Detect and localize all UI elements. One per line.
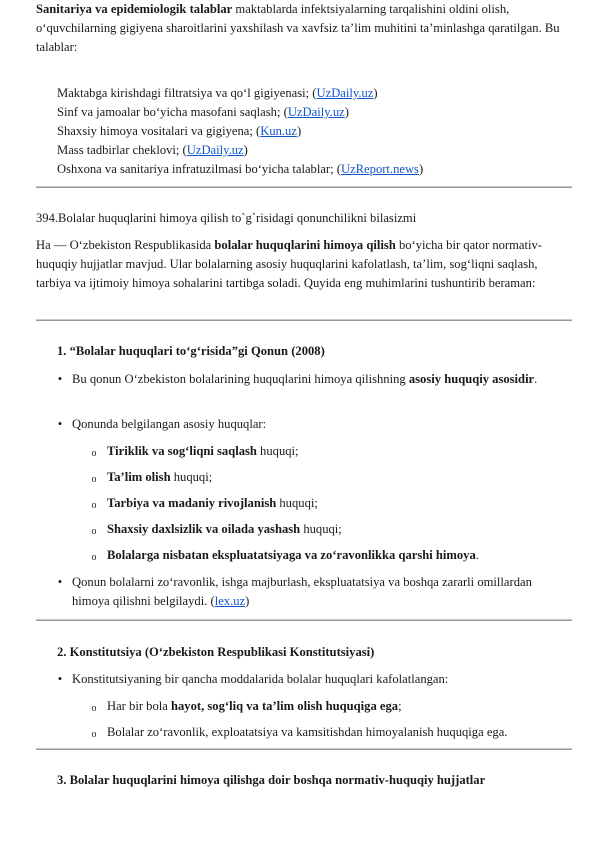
bullet-icon — [55, 415, 65, 434]
requirement-item: Maktabga kirishdagi filtratsiya va qo‘l gigiyenasi; (UzDaily.uz) — [57, 86, 378, 100]
right-item: Tiriklik va sog‘liqni saqlash huquqi; — [107, 444, 299, 458]
right-item: Ta’lim olish huquqi; — [107, 470, 213, 484]
bullet-text: Qonunda belgilangan asosiy huquqlar: — [72, 417, 267, 431]
section-heading: 3. Bolalar huquqlarini himoya qilishga doir boshqa normativ-huquqiy hujjatlar — [57, 773, 486, 787]
bullet-text: Qonun bolalarni zo‘ravonlik, ishga majburlash, ekspluatatsiya va boshqa zararli omillardan himoya qilishni belgilaydi. (lex.uz) — [72, 575, 532, 608]
sub-bullet-icon — [89, 444, 99, 463]
intro-paragraph — [36, 0, 575, 57]
bullet-icon — [55, 573, 65, 592]
source-link[interactable]: lex.uz — [214, 594, 246, 608]
divider — [36, 319, 572, 321]
requirement-item: Sinf va jamoalar bo‘yicha masofani saqlash; (UzDaily.uz) — [57, 105, 349, 119]
answer-bold: bolalar huquqlarini himoya qilish — [214, 238, 396, 252]
intro-text: maktablarda infektsiyalarning tarqalishini oldini olish, o‘quvchilarning gigiyena sharoitlarini yaxshilash va xavfsiz ta’lim muhitini ta’minlashga qaratilgan. Bu talablar: — [36, 2, 560, 54]
intro-bold: Sanitariya va epidemiologik talablar — [36, 2, 233, 16]
source-link[interactable]: UzDaily.uz — [287, 105, 345, 119]
requirement-item: Oshxona va sanitariya infratuzilmasi bo‘yicha talablar; (UzReport.news) — [57, 162, 424, 176]
requirement-item: Shaxsiy himoya vositalari va gigiyena; (Kun.uz) — [57, 124, 302, 138]
question-text: 394.Bolalar huquqlarini himoya qilish to`g`risidagi qonunchilikni bilasizmi — [36, 211, 417, 225]
section-heading: 2. Konstitutsiya (O‘zbekiston Respublikasi Konstitutsiyasi) — [57, 645, 375, 659]
sub-bullet-icon — [89, 725, 99, 744]
divider — [36, 748, 572, 750]
sub-item: Har bir bola hayot, sog‘liq va ta’lim olish huquqiga ega; — [107, 699, 402, 713]
sub-bullet-icon — [89, 522, 99, 541]
divider — [36, 186, 572, 188]
divider — [36, 619, 572, 621]
sub-bullet-icon — [89, 470, 99, 489]
requirement-item: Mass tadbirlar cheklovi; (UzDaily.uz) — [57, 143, 248, 157]
requirements-list — [57, 84, 575, 179]
sub-bullet-icon — [89, 699, 99, 718]
source-link[interactable]: UzDaily.uz — [316, 86, 374, 100]
right-item: Shaxsiy daxlsizlik va oilada yashash huquqi; — [107, 522, 342, 536]
sub-bullet-icon — [89, 548, 99, 567]
bullet-text: Bu qonun O‘zbekiston bolalarining huquqlarini himoya qilishning asosiy huquqiy asosidir. — [72, 372, 538, 386]
answer-paragraph: Ha — O‘zbekiston Respublikasida bolalar huquqlarini himoya qilish bo‘yicha bir qator normativ-huquqiy hujjatlar mavjud. Ular bolalarning asosiy huquqlarini kafolatlash, ta’lim, sog‘liqni saqlash, tarbiya va ijtimoiy himoya sohalarini tartibga soladi. Quyida eng muhimlarini tushuntirib beraman: — [36, 238, 542, 290]
right-item: Bolalarga nisbatan ekspluatatsiyaga va zo‘ravonlikka qarshi himoya. — [107, 548, 479, 562]
bullet-icon — [55, 370, 65, 389]
source-link[interactable]: Kun.uz — [260, 124, 297, 138]
sub-bullet-icon — [89, 496, 99, 515]
bullet-icon — [55, 670, 65, 689]
source-link[interactable]: UzReport.news — [340, 162, 419, 176]
right-item: Tarbiya va madaniy rivojlanish huquqi; — [107, 496, 318, 510]
bullet-text: Konstitutsiyaning bir qancha moddalarida bolalar huquqlari kafolatlangan: — [72, 672, 449, 686]
sub-item: Bolalar zo‘ravonlik, exploatatsiya va kamsitishdan himoyalanish huquqiga ega. — [107, 725, 508, 739]
section-heading: 1. “Bolalar huquqlari to‘g‘risida”gi Qonun (2008) — [57, 344, 325, 358]
source-link[interactable]: UzDaily.uz — [186, 143, 244, 157]
